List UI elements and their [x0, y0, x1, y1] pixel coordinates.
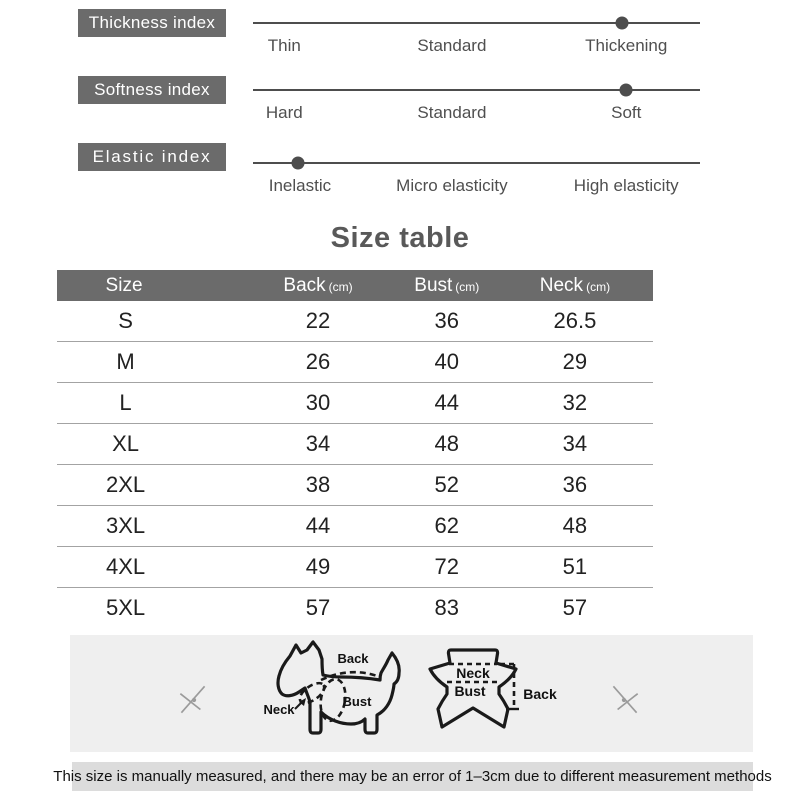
index-row-thickness: [0, 9, 800, 69]
size-cell: 5XL: [105, 595, 146, 620]
elastic-index-dot: [291, 157, 304, 170]
size-cell: XL: [112, 431, 139, 456]
neck-cell: 57: [562, 595, 588, 620]
table-row: [57, 588, 653, 628]
back-cell: 38: [305, 472, 331, 497]
size-table: [57, 270, 653, 628]
table-row: [57, 301, 653, 342]
bust-cell: 62: [434, 513, 460, 538]
elastic-index-label: Elastic index: [78, 143, 226, 171]
bust-cell: 44: [434, 390, 460, 415]
carousel-prev-icon[interactable]: [174, 681, 212, 719]
thickness-index-label: Thickness index: [78, 9, 226, 37]
measurement-disclaimer: This size is manually measured, and there may be an error of 1–3cm due to different measurement methods: [72, 762, 753, 791]
softness-index-track: [253, 76, 700, 136]
size-cell: M: [116, 349, 135, 374]
size-table-title: Size table: [330, 222, 470, 254]
tick-label: Micro elasticity: [396, 176, 508, 195]
index-row-softness: [0, 76, 800, 136]
column-header-back: Back (cm): [283, 274, 353, 296]
table-row: [57, 424, 653, 465]
size-cell: 4XL: [105, 554, 146, 579]
dog-bust-label: Bust: [342, 694, 372, 709]
bust-cell: 72: [434, 554, 460, 579]
back-cell: 49: [305, 554, 331, 579]
slider-line: [253, 89, 700, 91]
table-row: [57, 383, 653, 424]
table-row: [57, 547, 653, 588]
column-header-bust: Bust (cm): [414, 274, 480, 296]
neck-cell: 34: [562, 431, 588, 456]
size-cell: 3XL: [105, 513, 146, 538]
bust-cell: 48: [434, 431, 460, 456]
table-row: [57, 506, 653, 547]
dog-measurement-diagram: [253, 633, 433, 753]
back-cell: 26: [305, 349, 331, 374]
garment-bust-label: Bust: [454, 683, 486, 699]
carousel-next-icon[interactable]: [606, 681, 644, 719]
column-header-neck: Neck (cm): [539, 274, 611, 296]
tick-label: Thickening: [585, 36, 668, 55]
bust-cell: 52: [434, 472, 460, 497]
slider-line: [253, 22, 700, 24]
back-cell: 57: [305, 595, 331, 620]
tick-label: Standard: [417, 103, 487, 122]
bust-cell: 40: [434, 349, 460, 374]
tick-label: Standard: [417, 36, 487, 55]
back-cell: 44: [305, 513, 331, 538]
bust-cell: 36: [434, 308, 460, 333]
neck-cell: 26.5: [553, 308, 597, 333]
table-row: [57, 465, 653, 506]
neck-cell: 51: [562, 554, 588, 579]
tick-label: Thin: [267, 36, 301, 55]
tick-label: Hard: [265, 103, 303, 122]
softness-index-dot: [620, 84, 633, 97]
neck-cell: 29: [562, 349, 588, 374]
garment-back-label: Back: [523, 686, 557, 702]
dog-back-label: Back: [337, 651, 369, 666]
back-cell: 22: [305, 308, 331, 333]
size-table-header: [57, 270, 653, 301]
index-row-elastic: [0, 143, 800, 203]
measurement-diagram-panel: [70, 635, 753, 752]
tick-label: High elasticity: [573, 176, 679, 195]
softness-index-label: Softness index: [78, 76, 226, 104]
back-cell: 30: [305, 390, 331, 415]
tick-label: Soft: [611, 103, 642, 122]
back-cell: 34: [305, 431, 331, 456]
thickness-index-dot: [615, 17, 628, 30]
garment-measurement-diagram: [418, 637, 568, 752]
neck-cell: 48: [562, 513, 588, 538]
thickness-index-track: [253, 9, 700, 69]
neck-cell: 32: [562, 390, 588, 415]
tick-label: Inelastic: [268, 176, 332, 195]
bust-cell: 83: [434, 595, 460, 620]
dog-neck-label: Neck: [263, 702, 295, 717]
size-cell: 2XL: [105, 472, 146, 497]
size-cell: S: [118, 308, 133, 333]
table-row: [57, 342, 653, 383]
slider-line: [253, 162, 700, 164]
column-header-size: Size: [105, 274, 143, 296]
garment-neck-label: Neck: [456, 665, 490, 681]
size-cell: L: [119, 390, 132, 415]
neck-cell: 36: [562, 472, 588, 497]
elastic-index-track: [253, 143, 700, 203]
